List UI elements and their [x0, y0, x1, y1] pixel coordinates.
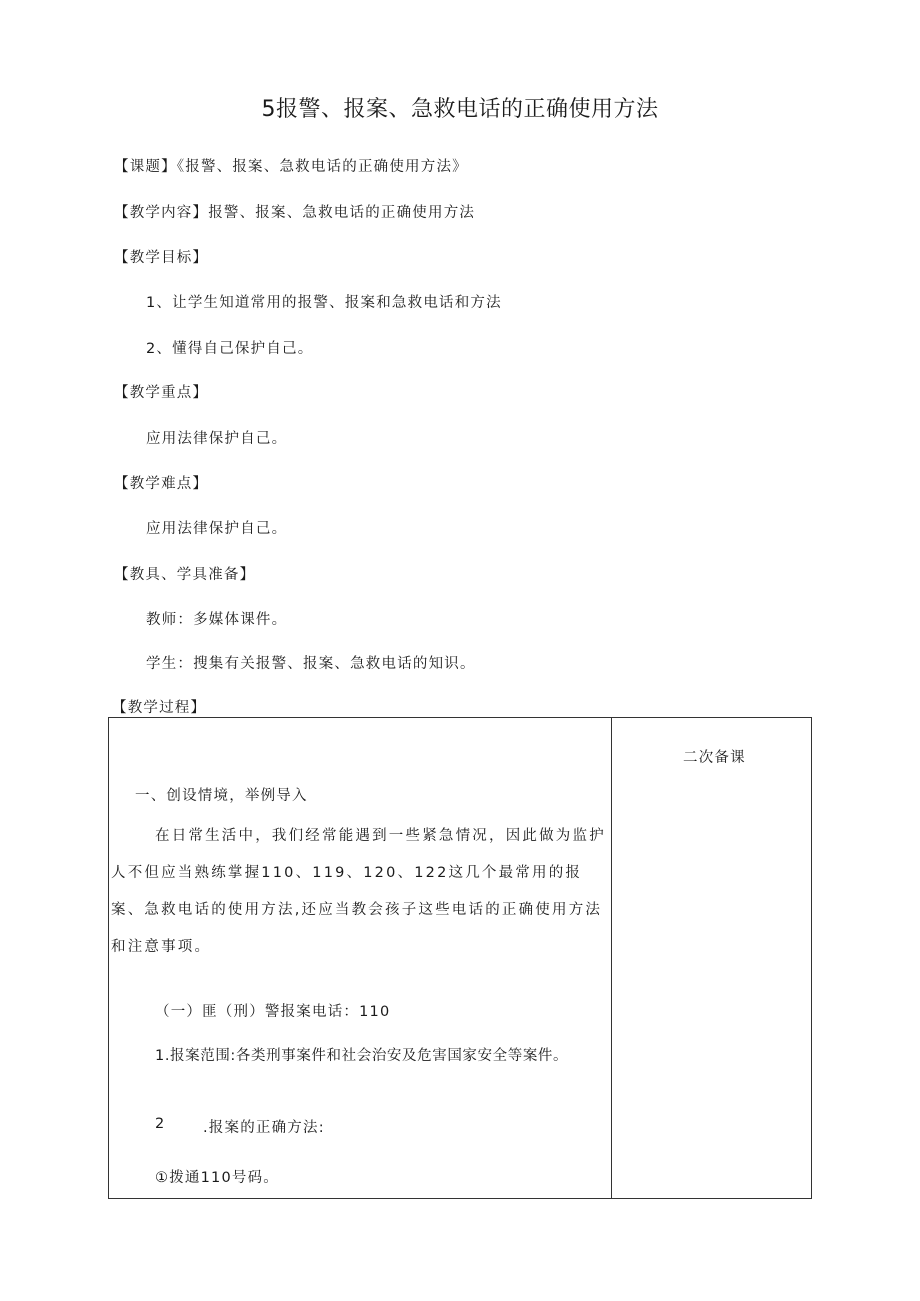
list-item: 1.报案范围:各类刑事案件和社会治安及危害国家安全等案件。: [155, 1048, 569, 1064]
content-line: [114, 201, 475, 222]
focus-text: 应用法律保护自己。: [146, 431, 288, 447]
difficulty-text: 应用法律保护自己。: [146, 521, 288, 537]
lesson-process-table: [108, 717, 812, 1199]
intro-paragraph: 在日常生活中，我们经常能遇到一些紧急情况，因此做为监护人不但应当熟练掌握110、119、120、122这几个最常用的报案、急救电话的使用方法,还应当教会孩子这些电话的正确使用方法和注意事项。: [111, 828, 606, 955]
goal-2: 2、懂得自己保护自己。: [146, 341, 314, 357]
side-column-header: 二次备课: [683, 750, 746, 766]
content-value: 报警、报案、急救电话的正确使用方法: [208, 205, 476, 221]
prep-teacher: 教师：多媒体课件。: [146, 612, 288, 628]
difficulty-heading: 【教学难点】: [114, 476, 209, 492]
content-label: 【教学内容】: [114, 205, 209, 221]
list-item: .报案的正确方法:: [203, 1120, 325, 1136]
subsection-heading: （一）匪（刑）警报案电话：110: [155, 1004, 391, 1020]
goals-heading: 【教学目标】: [114, 250, 209, 266]
lesson-line: [114, 155, 468, 176]
step-item: ①拨通110号码。: [155, 1170, 279, 1186]
prep-student: 学生：搜集有关报警、报案、急救电话的知识。: [146, 656, 476, 672]
column-divider: [611, 718, 612, 1198]
goal-1: 1、让学生知道常用的报警、报案和急救电话和方法: [146, 295, 502, 311]
focus-heading: 【教学重点】: [114, 385, 209, 401]
section-heading: 一、创设情境，举例导入: [135, 788, 308, 804]
process-heading: 【教学过程】: [112, 700, 207, 716]
prep-heading: 【教具、学具准备】: [114, 567, 256, 583]
lesson-label: 【课题】: [114, 159, 177, 175]
page-title: 5报警、报案、急救电话的正确使用方法: [261, 97, 659, 122]
lesson-value: 《报警、报案、急救电话的正确使用方法》: [176, 159, 468, 175]
list-item-number: 2: [155, 1116, 166, 1132]
